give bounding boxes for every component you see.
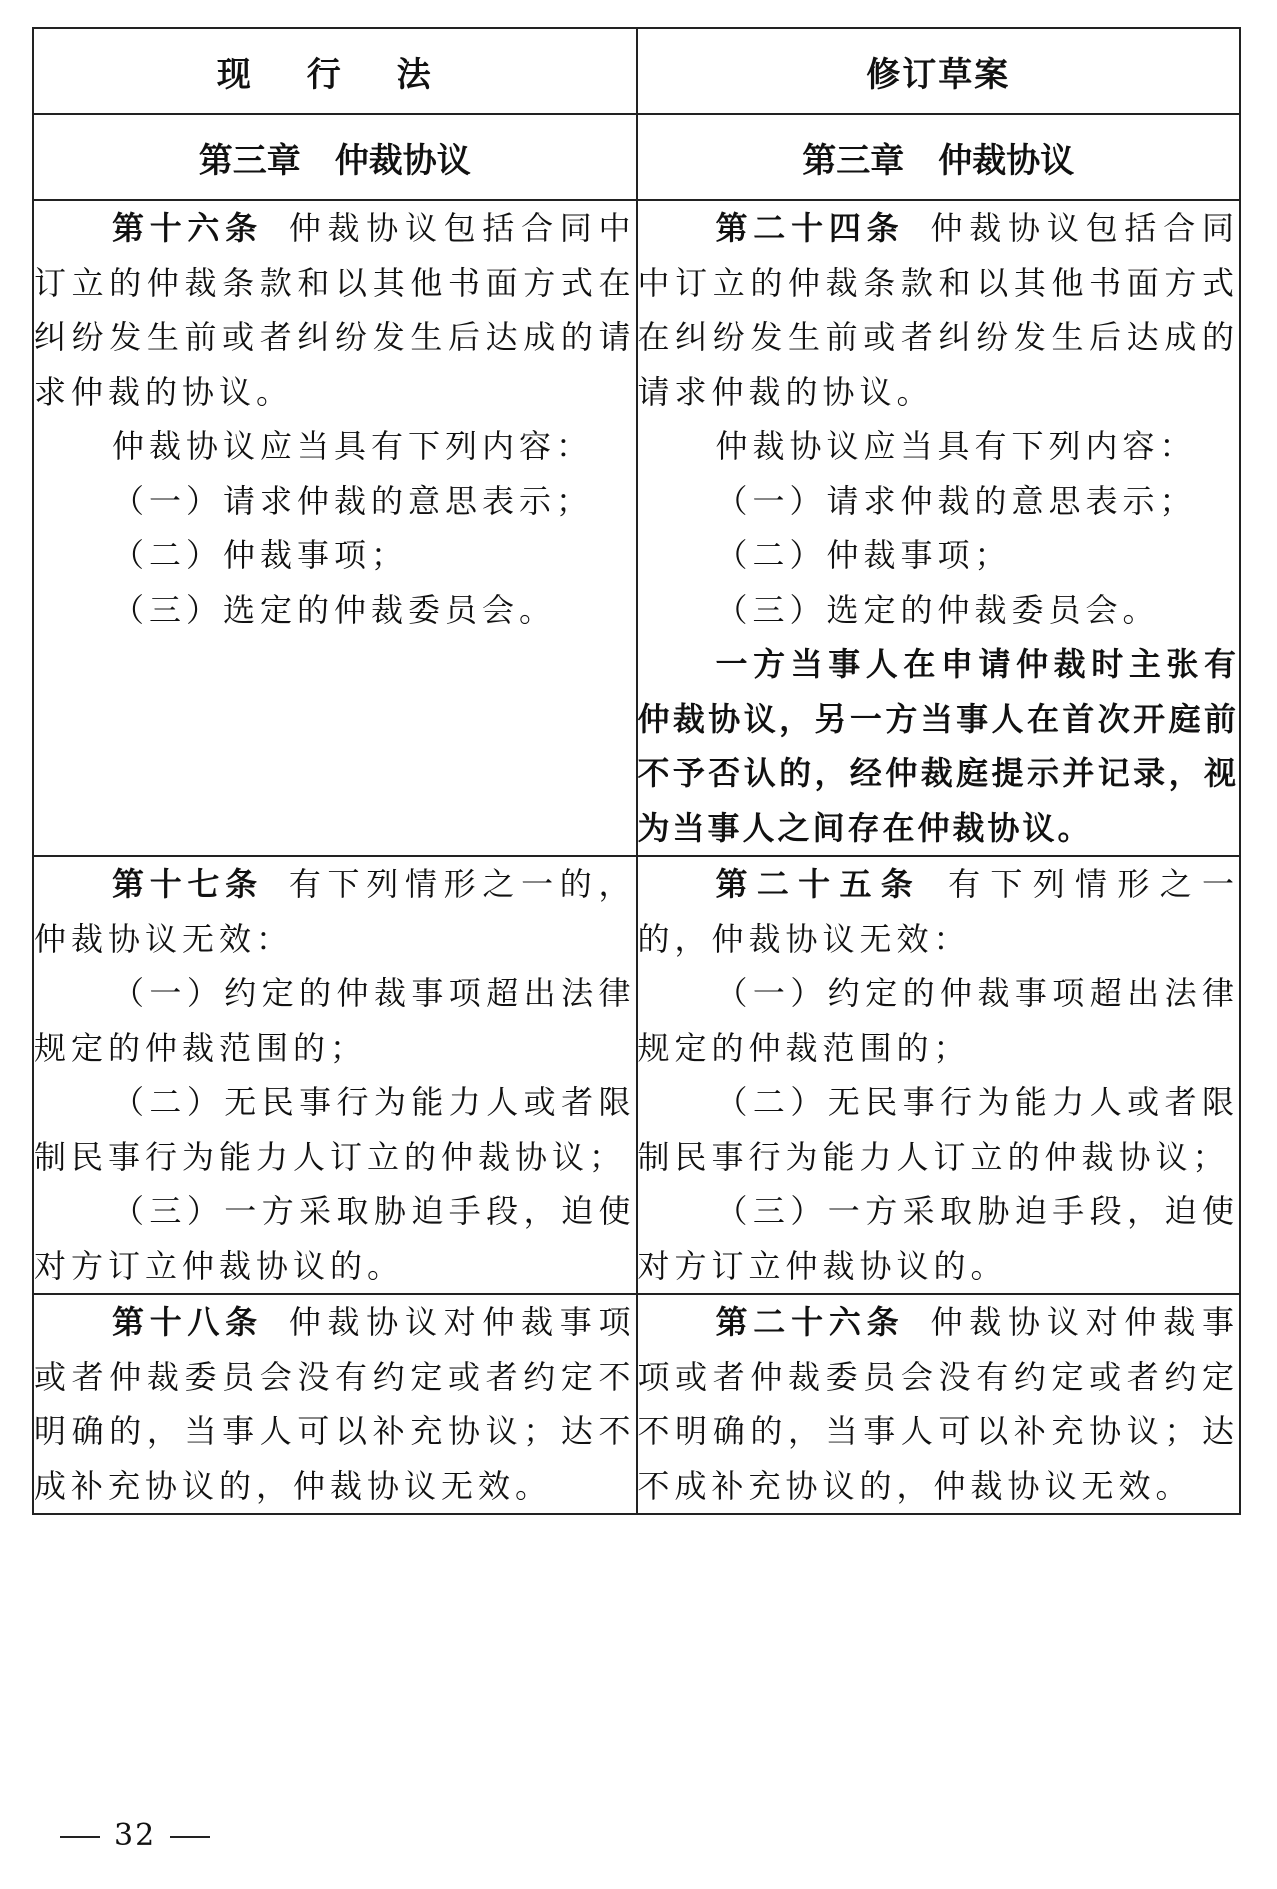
article-text: 仲裁协议对仲裁事项或者仲裁委员会没有约定或者约定不明确的，当事人可以补充协议；达不成补充协议的，仲裁协议无效。 [34, 1303, 636, 1505]
article-paragraph: （二）仲裁事项； [112, 536, 409, 574]
revision-draft-cell [637, 200, 1241, 856]
header-revision-draft: 修订草案 [637, 28, 1241, 114]
article-paragraph [638, 201, 1240, 419]
footer-dash-right [170, 1836, 210, 1838]
article-paragraph: （二）仲裁事项； [715, 536, 1012, 574]
table-row [33, 856, 1240, 1294]
footer-dash-left [60, 1836, 100, 1838]
article-paragraph: 仲裁协议应当具有下列内容： [715, 427, 1197, 465]
current-law-cell [33, 200, 637, 856]
article-paragraph [34, 1295, 636, 1513]
article-text: 仲裁协议对仲裁事项或者仲裁委员会没有约定或者约定不明确的，当事人可以补充协议；达不成补充协议的，仲裁协议无效。 [637, 1303, 1239, 1505]
chapter-title-right: 第三章 仲裁协议 [637, 114, 1241, 200]
article-paragraph: （一）约定的仲裁事项超出法律规定的仲裁范围的； [34, 974, 636, 1067]
article-paragraph [638, 857, 1240, 966]
page-footer [46, 1818, 224, 1853]
article-text: 有下列情形之一的，仲裁协议无效： [34, 865, 636, 958]
table-row [33, 200, 1240, 856]
article-paragraph: （二）无民事行为能力人或者限制民事行为能力人订立的仲裁协议； [34, 1083, 636, 1176]
article-paragraph: （三）一方采取胁迫手段，迫使对方订立仲裁协议的。 [34, 1192, 636, 1285]
article-text: 有下列情形之一的，仲裁协议无效： [637, 865, 1239, 958]
comparison-page [32, 27, 1241, 1515]
article-paragraph [638, 1295, 1240, 1513]
article-paragraph: （一）请求仲裁的意思表示； [112, 481, 594, 520]
current-law-cell [33, 856, 637, 1294]
article-number: 第十八条 [112, 1303, 263, 1341]
article-paragraph: （一）约定的仲裁事项超出法律规定的仲裁范围的； [637, 974, 1239, 1067]
chapter-row [33, 114, 1240, 200]
table-header-row [33, 28, 1240, 114]
chapter-title-left: 第三章 仲裁协议 [33, 114, 637, 200]
comparison-table [32, 27, 1241, 1515]
article-number: 第十六条 [112, 209, 263, 247]
article-paragraph: （三）选定的仲裁委员会。 [715, 590, 1160, 629]
article-paragraph: 仲裁协议应当具有下列内容： [112, 427, 594, 465]
page-number: 32 [114, 1818, 157, 1853]
article-text: 仲裁协议包括合同中订立的仲裁条款和以其他书面方式在纠纷发生前或者纠纷发生后达成的请求仲裁的协议。 [34, 209, 636, 411]
article-paragraph [34, 201, 636, 419]
article-number: 第二十四条 [715, 209, 905, 247]
revision-draft-cell [637, 1294, 1241, 1514]
article-number: 第二十六条 [715, 1303, 905, 1341]
article-paragraph: （三）一方采取胁迫手段，迫使对方订立仲裁协议的。 [637, 1192, 1239, 1285]
table-row [33, 1294, 1240, 1514]
new-provision-paragraph: 一方当事人在申请仲裁时主张有仲裁协议，另一方当事人在首次开庭前不予否认的，经仲裁庭提示并记录，视为当事人之间存在仲裁协议。 [637, 645, 1239, 847]
article-number: 第二十五条 [715, 865, 923, 903]
header-current-law: 现 行 法 [33, 28, 637, 114]
current-law-cell [33, 1294, 637, 1514]
revision-draft-cell [637, 856, 1241, 1294]
article-number: 第十七条 [112, 865, 263, 903]
article-paragraph: （二）无民事行为能力人或者限制民事行为能力人订立的仲裁协议； [637, 1083, 1239, 1176]
article-paragraph [34, 857, 636, 966]
article-paragraph: （三）选定的仲裁委员会。 [112, 590, 557, 629]
article-text: 仲裁协议包括合同中订立的仲裁条款和以其他书面方式在纠纷发生前或者纠纷发生后达成的请求仲裁的协议。 [637, 209, 1239, 411]
article-paragraph: （一）请求仲裁的意思表示； [715, 481, 1197, 520]
